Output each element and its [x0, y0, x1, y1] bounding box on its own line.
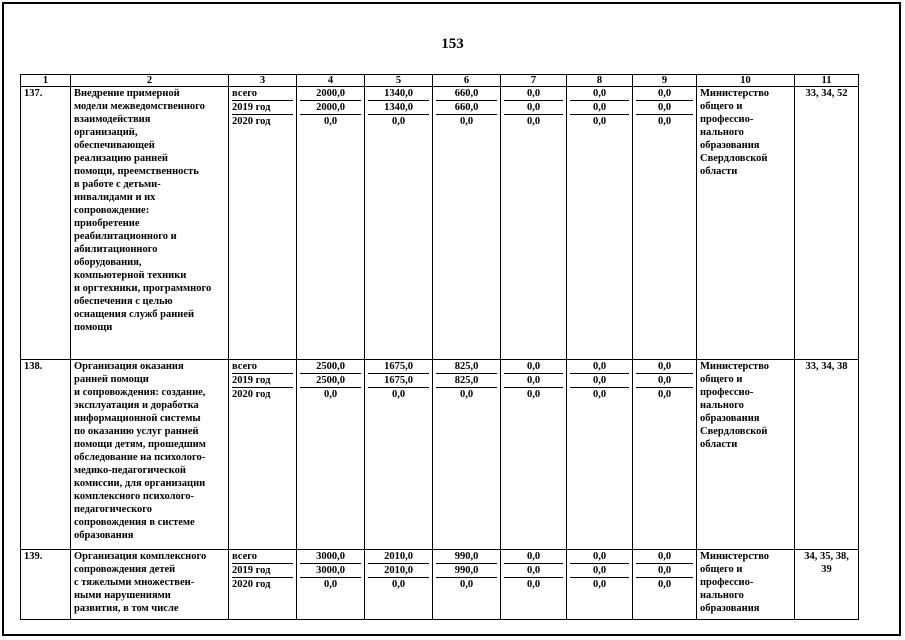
amount-value: 2010,0 — [368, 564, 429, 578]
amount-cell — [297, 87, 365, 360]
amount-value: 2000,0 — [300, 87, 361, 101]
period-label: 2019 год — [232, 374, 293, 388]
header-cell: 3 — [229, 75, 297, 87]
amount-cell — [633, 550, 697, 620]
period-label: всего — [232, 360, 293, 374]
amount-value: 0,0 — [526, 579, 541, 590]
description-cell — [71, 360, 229, 550]
responsible-line: области — [700, 439, 738, 450]
goals-line: 34, 35, 38, — [804, 551, 849, 562]
responsible-cell — [697, 360, 795, 550]
amount-value: 0,0 — [323, 579, 338, 590]
amount-cell — [501, 360, 567, 550]
amount-value: 0,0 — [459, 389, 474, 400]
responsible-line: профессио- — [700, 114, 754, 125]
amount-value: 0,0 — [570, 101, 629, 115]
amount-value: 0,0 — [636, 564, 693, 578]
amount-value: 825,0 — [436, 374, 497, 388]
description-line: Организация оказания — [74, 361, 184, 372]
amount-value: 1340,0 — [368, 101, 429, 115]
responsible-line: общего и — [700, 374, 743, 385]
row-number-cell — [21, 87, 71, 360]
period-cell — [229, 550, 297, 620]
responsible-line: Министерство — [700, 88, 770, 99]
row-number: 137. — [24, 88, 43, 99]
description-line: с тяжелыми множествен- — [74, 577, 195, 588]
amount-cell — [433, 550, 501, 620]
period-label: 2019 год — [232, 101, 293, 115]
row-number-cell — [21, 360, 71, 550]
period-cell — [229, 87, 297, 360]
responsible-line: нального — [700, 590, 744, 601]
amount-value: 0,0 — [592, 389, 607, 400]
amount-value: 3000,0 — [300, 550, 361, 564]
amount-value: 0,0 — [504, 87, 563, 101]
amount-cell — [365, 550, 433, 620]
amount-value: 0,0 — [391, 116, 406, 127]
amount-cell — [633, 87, 697, 360]
header-cell: 8 — [567, 75, 633, 87]
header-cell: 4 — [297, 75, 365, 87]
description-line: медико-педагогической — [74, 465, 186, 476]
table-row — [21, 550, 859, 620]
goals-cell — [795, 360, 859, 550]
description-line: обследование на психолого- — [74, 452, 206, 463]
amount-value: 1340,0 — [368, 87, 429, 101]
row-number-cell — [21, 550, 71, 620]
description-cell — [71, 87, 229, 360]
goals-line: 33, 34, 38 — [805, 361, 848, 372]
description-line: ранней помощи — [74, 374, 149, 385]
responsible-cell — [697, 550, 795, 620]
description-line: информационной системы — [74, 413, 201, 424]
description-line: сопровождения детей — [74, 564, 176, 575]
amount-cell — [633, 360, 697, 550]
description-line: эксплуатация и доработка — [74, 400, 199, 411]
amount-cell — [365, 360, 433, 550]
amount-value: 0,0 — [636, 360, 693, 374]
amount-value: 0,0 — [323, 116, 338, 127]
description-line: организаций, — [74, 127, 138, 138]
responsible-line: области — [700, 166, 738, 177]
amount-cell — [433, 87, 501, 360]
description-line: в работе с детьми- — [74, 179, 161, 190]
header-cell: 7 — [501, 75, 567, 87]
header-cell: 10 — [697, 75, 795, 87]
amount-value: 1675,0 — [368, 360, 429, 374]
page-number: 153 — [441, 36, 464, 52]
amount-value: 0,0 — [592, 579, 607, 590]
description-line: реализацию ранней — [74, 153, 168, 164]
description-line: комплексного психолого- — [74, 491, 194, 502]
description-line: модели межведомственного — [74, 101, 205, 112]
amount-value: 0,0 — [657, 389, 672, 400]
amount-value: 0,0 — [459, 116, 474, 127]
amount-value: 0,0 — [504, 360, 563, 374]
amount-value: 1675,0 — [368, 374, 429, 388]
description-line: обеспечивающей — [74, 140, 155, 151]
amount-value: 0,0 — [526, 116, 541, 127]
description-line: сопровождение: — [74, 205, 150, 216]
amount-value: 0,0 — [391, 389, 406, 400]
description-line: образования — [74, 530, 134, 541]
responsible-cell — [697, 87, 795, 360]
period-label: 2020 год — [232, 116, 271, 127]
responsible-line: нального — [700, 400, 744, 411]
description-line: и оргтехники, программного — [74, 283, 212, 294]
description-line: развития, в том числе — [74, 603, 179, 614]
amount-value: 2500,0 — [300, 360, 361, 374]
responsible-line: профессио- — [700, 577, 754, 588]
description-line: приобретение — [74, 218, 140, 229]
row-number: 139. — [24, 551, 43, 562]
responsible-line: профессио- — [700, 387, 754, 398]
amount-value: 0,0 — [504, 374, 563, 388]
description-line: инвалидами и их — [74, 192, 156, 203]
amount-cell — [501, 87, 567, 360]
header-cell: 9 — [633, 75, 697, 87]
responsible-line: нального — [700, 127, 744, 138]
goals-line: 39 — [821, 564, 832, 575]
amount-value: 0,0 — [323, 389, 338, 400]
row-number: 138. — [24, 361, 43, 372]
description-line: и сопровождения: создание, — [74, 387, 206, 398]
header-cell: 1 — [21, 75, 71, 87]
amount-cell — [567, 360, 633, 550]
amount-value: 660,0 — [436, 101, 497, 115]
description-line: обеспечения с целью — [74, 296, 173, 307]
description-line: оснащения служб ранней — [74, 309, 195, 320]
amount-value: 3000,0 — [300, 564, 361, 578]
period-cell — [229, 360, 297, 550]
responsible-line: общего и — [700, 564, 743, 575]
amount-cell — [501, 550, 567, 620]
period-label: всего — [232, 87, 293, 101]
amount-value: 2500,0 — [300, 374, 361, 388]
responsible-line: Министерство — [700, 551, 770, 562]
amount-value: 0,0 — [504, 101, 563, 115]
responsible-line: образования — [700, 140, 760, 151]
description-cell — [71, 550, 229, 620]
description-line: по оказанию услуг ранней — [74, 426, 199, 437]
description-line: комиссии, для организации — [74, 478, 206, 489]
description-line: оборудования, — [74, 257, 142, 268]
amount-cell — [567, 550, 633, 620]
amount-value: 0,0 — [657, 579, 672, 590]
amount-value: 0,0 — [570, 374, 629, 388]
amount-cell — [433, 360, 501, 550]
amount-value: 2010,0 — [368, 550, 429, 564]
amount-value: 0,0 — [526, 389, 541, 400]
amount-cell — [365, 87, 433, 360]
goals-cell — [795, 87, 859, 360]
period-label: 2020 год — [232, 389, 271, 400]
amount-value: 0,0 — [459, 579, 474, 590]
amount-value: 0,0 — [636, 87, 693, 101]
amount-value: 0,0 — [636, 374, 693, 388]
description-line: помощи детям, прошедшим — [74, 439, 206, 450]
period-label: всего — [232, 550, 293, 564]
amount-value: 0,0 — [657, 116, 672, 127]
amount-value: 0,0 — [391, 579, 406, 590]
amount-value: 0,0 — [504, 564, 563, 578]
description-line: сопровождения в системе — [74, 517, 195, 528]
amount-value: 0,0 — [592, 116, 607, 127]
description-line: реабилитационного и — [74, 231, 177, 242]
amount-value: 0,0 — [636, 101, 693, 115]
goals-line: 33, 34, 52 — [805, 88, 848, 99]
responsible-line: Свердловской — [700, 426, 768, 437]
description-line: компьютерной техники — [74, 270, 187, 281]
header-cell: 6 — [433, 75, 501, 87]
amount-value: 0,0 — [570, 550, 629, 564]
table-row — [21, 360, 859, 550]
description-line: абилитационного — [74, 244, 158, 255]
header-row — [21, 75, 859, 87]
description-line: Организация комплексного — [74, 551, 207, 562]
responsible-line: образования — [700, 603, 760, 614]
description-line: взаимодействия — [74, 114, 151, 125]
amount-value: 0,0 — [570, 360, 629, 374]
responsible-line: образования — [700, 413, 760, 424]
amount-cell — [297, 360, 365, 550]
amount-value: 2000,0 — [300, 101, 361, 115]
responsible-line: общего и — [700, 101, 743, 112]
amount-cell — [567, 87, 633, 360]
amount-value: 660,0 — [436, 87, 497, 101]
period-label: 2019 год — [232, 564, 293, 578]
budget-table — [20, 74, 859, 620]
header-cell: 11 — [795, 75, 859, 87]
amount-value: 0,0 — [504, 550, 563, 564]
goals-cell — [795, 550, 859, 620]
amount-value: 0,0 — [570, 564, 629, 578]
amount-value: 990,0 — [436, 550, 497, 564]
responsible-line: Министерство — [700, 361, 770, 372]
header-cell: 2 — [71, 75, 229, 87]
amount-cell — [297, 550, 365, 620]
description-line: Внедрение примерной — [74, 88, 180, 99]
amount-value: 0,0 — [636, 550, 693, 564]
amount-value: 990,0 — [436, 564, 497, 578]
amount-value: 825,0 — [436, 360, 497, 374]
period-label: 2020 год — [232, 579, 271, 590]
header-cell: 5 — [365, 75, 433, 87]
responsible-line: Свердловской — [700, 153, 768, 164]
amount-value: 0,0 — [570, 87, 629, 101]
table-row — [21, 87, 859, 360]
description-line: педагогического — [74, 504, 152, 515]
description-line: ными нарушениями — [74, 590, 171, 601]
description-line: помощи — [74, 322, 113, 333]
description-line: помощи, преемственность — [74, 166, 199, 177]
